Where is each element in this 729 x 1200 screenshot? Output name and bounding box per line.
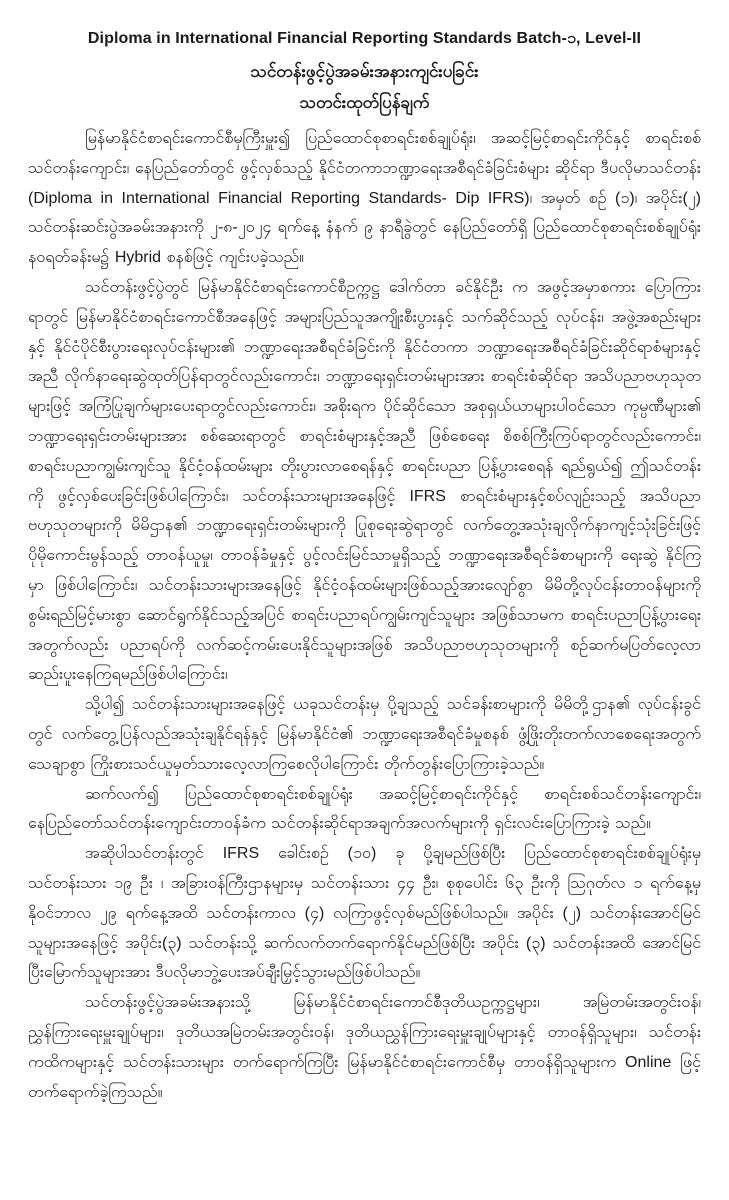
paragraph-encouragement: သို့ပါ၍ သင်တန်းသားများအနေဖြင့် ယခုသင်တန်းမှ ပို့ချသည့် သင်ခန်းစာများကို မိမိတို့ဌာန၏ လုပ်ငန်းခွင်တွင် လက်တွေ့ပြန်လည်အသုံးချနိုင်ရန်နှင့် မြန်မာနိုင်ငံ၏ ဘဏ္ဍာရေးအစီရင်ခံမှုစနစ် ဖွံ့ဖြိုးတိုးတက်လာစေရေးအတွက် သေချာစွာ ကြိုးစားသင်ယူမှတ်သားလေ့လာကြစေလိုပါကြောင်း တိုက်တွန်းပြောကြားခဲ့သည်။ <box>28 696 701 773</box>
document-body <box>28 124 701 1107</box>
subtitle-ceremony-line: သင်တန်းဖွင့်ပွဲအခမ်းအနားကျင်းပခြင်း <box>250 62 479 81</box>
paragraph-chairman-speech: သင်တန်းဖွင့်ပွဲတွင် မြန်မာနိုင်ငံစာရင်းကောင်စီဥက္ကဋ္ဌ ဒေါက်တာ ခင်နိုင်ဦး က အဖွင့်အမှာစကား ပြောကြားရာတွင် မြန်မာနိုင်ငံစာရင်းကောင်စီအနေဖြင့် အများပြည်သူအကျိုးစီးပွားနှင့် သက်ဆိုင်သည့် လုပ်ငန်း၊ အဖွဲ့အစည်းများနှင့် နိုင်ငံပိုင်စီးပွားရေးလုပ်ငန်းများ၏ ဘဏ္ဍာရေးအစီရင်ခံခြင်းကို နိုင်ငံတကာ ဘဏ္ဍာရေးအစီရင်ခံခြင်းဆိုင်ရာစံများနှင့်အညီ လိုက်နာရေးဆွဲထုတ်ပြန်ရာတွင်လည်းကောင်း၊ ဘဏ္ဍာရေးရှင်းတမ်းများအား စာရင်းစံဆိုင်ရာ အသိပညာဗဟုသုတများဖြင့် အကြံပြုချက်များပေးရာတွင်လည်းကောင်း၊ အစိုးရက ပိုင်ဆိုင်သော အစုရှယ်ယာများပါဝင်သော ကုမ္ပဏီများ၏ ဘဏ္ဍာရေးရှင်းတမ်းများအား စစ်ဆေးရာတွင် စာရင်းစံများနှင့်အညီ ဖြစ်စေရေး စိစစ်ကြီးကြပ်ရာတွင်လည်းကောင်း၊ စာရင်းပညာကျွမ်းကျင်သူ နိုင်ငံ့ဝန်ထမ်းများ တိုးပွားလာစေရန်နှင့် စာရင်းပညာ ပြန့်ပွားစေရန် ရည်ရွယ်၍ ဤသင်တန်းကို ဖွင့်လှစ်ပေးခြင်းဖြစ်ပါကြောင်း၊ သင်တန်းသားများအနေဖြင့် IFRS စာရင်းစံများနှင့်စပ်လျဉ်းသည့် အသိပညာဗဟုသုတများကို မိမိဌာန၏ ဘဏ္ဍာရေးရှင်းတမ်းများကို ပြုစုရေးဆွဲရာတွင် လက်တွေ့အသုံးချလိုက်နာကျင့်သုံးခြင်းဖြင့် ပိုမိုကောင်းမွန်သည့် တာဝန်ယူမှု၊ တာဝန်ခံမှုနှင့် ပွင့်လင်းမြင်သာမှုရှိသည့် ဘဏ္ဍာရေးအစီရင်ခံစာများကို ရေးဆွဲ နိုင်ကြမှာ ဖြစ်ပါကြောင်း၊ သင်တန်းသားများအနေဖြင့် နိုင်ငံ့ဝန်ထမ်းများဖြစ်သည့်အားလျော်စွာ မိမိတို့လုပ်ငန်းတာဝန်များကို စွမ်းရည်မြင့်မားစွာ ဆောင်ရွက်နိုင်သည့်အပြင် စာရင်းပညာရပ်ကျွမ်းကျင်သူများ အဖြစ်သာမက စာရင်းပညာပြန့်ပွားရေးအတွက်လည်း ပညာရပ်ကို လက်ဆင့်ကမ်းပေးနိုင်သူများအဖြစ် အသိပညာဗဟုသုတများကို စဉ်ဆက်မပြတ်လေ့လာဆည်းပူးနေကြရမည်ဖြစ်ပါကြောင်း၊ <box>28 278 701 684</box>
paragraph-attendees: သင်တန်းဖွင့်ပွဲအခမ်းအနားသို့ မြန်မာနိုင်ငံစာရင်းကောင်စီဒုတိယဥက္ကဋ္ဌများ၊ အမြဲတမ်းအတွင်းဝန်၊ ညွှန်ကြားရေးမှူးချုပ်များ၊ ဒုတိယအမြဲတမ်းအတွင်းဝန်၊ ဒုတိယညွှန်ကြားရေးမှူးချုပ်များနှင့် တာဝန်ရှိသူများ၊ သင်တန်းကထိကများနှင့် သင်တန်းသားများ တက်ရောက်ကြပြီး မြန်မာနိုင်ငံစာရင်းကောင်စီမှ တာဝန်ရှိသူများက Online ဖြင့် တက်ရောက်ခဲ့ကြသည်။ <box>28 994 701 1101</box>
document-title: Diploma in International Financial Reporting Standards Batch-၁, Level-II <box>87 30 642 47</box>
paragraph-school-briefing: ဆက်လက်၍ ပြည်ထောင်စုစာရင်းစစ်ချုပ်ရုံး အဆင့်မြင့်စာရင်းကိုင်နှင့် စာရင်းစစ်သင်တန်းကျောင်း၊ နေပြည်တော်သင်တန်းကျောင်းတာဝန်ခံက သင်တန်းဆိုင်ရာအချက်အလက်များကို ရှင်းလင်းပြောကြားခဲ့ သည်။ <box>28 785 701 833</box>
paragraph-intro-ceremony: မြန်မာနိုင်ငံစာရင်းကောင်စီမှကြီးမှူး၍ ပြည်ထောင်စုစာရင်းစစ်ချုပ်ရုံး၊ အဆင့်မြင့်စာရင်းကိုင်နှင့် စာရင်းစစ်သင်တန်းကျောင်း၊ နေပြည်တော်တွင် ဖွင့်လှစ်သည့် နိုင်ငံတကာဘဏ္ဍာရေးအစီရင်ခံခြင်းစံများ ဆိုင်ရာ ဒီပလိုမာသင်တန်း (Diploma in International Financial Reporting Standards- Dip IFRS)၊ အမှတ် စဉ် (၁)၊ အပိုင်း(၂) သင်တန်းဆင်းပွဲအခမ်းအနားကို ၂-၈-၂၀၂၄ ရက်နေ့ နံနက် ၉ နာရီခွဲတွင် နေပြည်တော်ရှိ ပြည်ထောင်စုစာရင်းစစ်ချုပ်ရုံး နဝရတ်ခန်းမ၌ Hybrid စနစ်ဖြင့် ကျင်းပခဲ့သည်။ <box>28 130 701 267</box>
subtitle-press-release: သတင်းထုတ်ပြန်ချက် <box>299 93 430 112</box>
paragraph-course-details: အဆိုပါသင်တန်းတွင် IFRS ခေါင်းစဉ် (၁၀) ခု ပို့ချမည်ဖြစ်ပြီး ပြည်ထောင်စုစာရင်းစစ်ချုပ်ရုံးမှ သင်တန်းသား ၁၉ ဦး ၊ အခြားဝန်ကြီးဌာနများမှ သင်တန်းသား ၄၄ ဦး၊ စုစုပေါင်း ၆၃ ဦးကို ဩဂုတ်လ ၁ ရက်နေ့မှ နိုဝင်ဘာလ ၂၉ ရက်နေ့အထိ သင်တန်းကာလ (၄) လကြာဖွင့်လှစ်မည်ဖြစ်ပါသည်။ အပိုင်း (၂) သင်တန်းအောင်မြင်သူများအနေဖြင့် အပိုင်း(၃) သင်တန်းသို့ ဆက်လက်တက်ရောက်နိုင်မည်ဖြစ်ပြီး အပိုင်း (၃) သင်တန်းအထိ အောင်မြင်ပြီးမြောက်သူများအား ဒီပလိုမာဘွဲ့ပေးအပ်ချီးမြှင့်သွားမည်ဖြစ်ပါသည်။ <box>28 845 701 982</box>
